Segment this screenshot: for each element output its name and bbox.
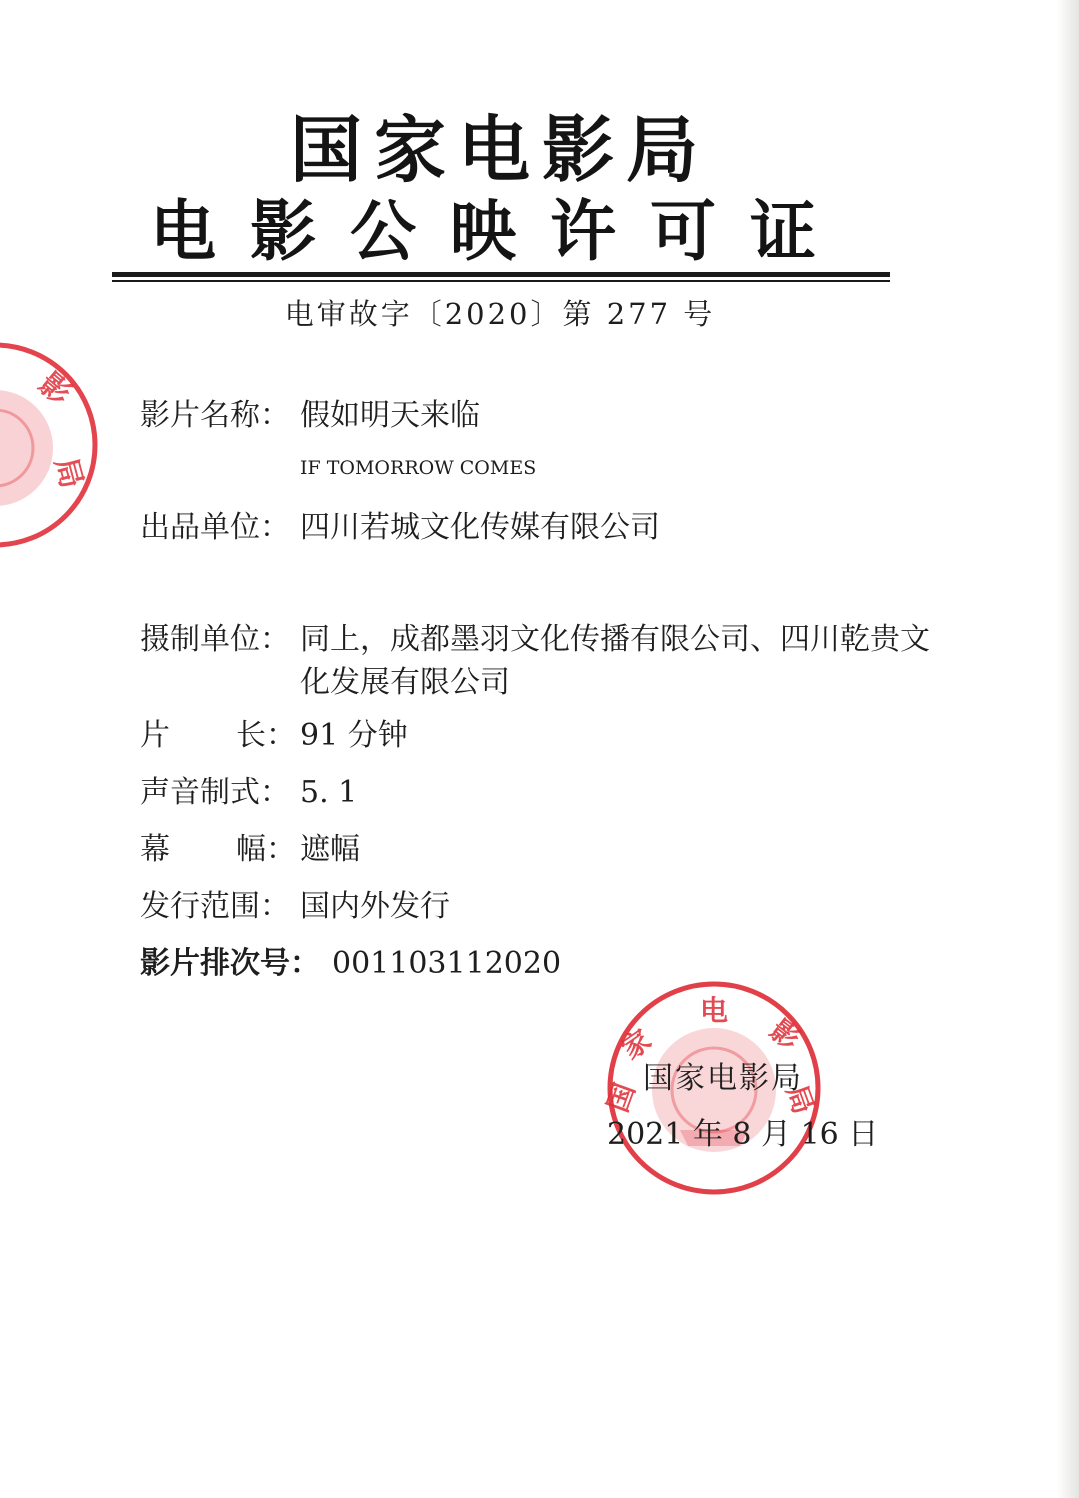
- field-screen-label: [140, 828, 300, 872]
- issue-date: 2021 年 8 月 16 日: [607, 1117, 879, 1152]
- field-distribution-label: 发行范围：: [140, 889, 290, 924]
- field-runtime-label: [140, 714, 300, 758]
- field-sound-value: 5. 1: [300, 775, 358, 810]
- field-title-value: 假如明天来临: [300, 398, 480, 433]
- field-screen-label-a: 幕: [140, 832, 170, 867]
- field-title: [140, 394, 480, 438]
- field-runtime: [140, 714, 408, 758]
- document-number: 电审故字〔2020〕第 277 号: [284, 297, 716, 331]
- svg-text:电: 电: [700, 994, 729, 1027]
- field-batch-label: 影片排次号：: [140, 946, 320, 981]
- title-rule-thick: [112, 272, 890, 277]
- field-sound: [140, 771, 357, 815]
- field-runtime-label-a: 片: [140, 718, 170, 753]
- svg-text:国: 国: [600, 1078, 642, 1117]
- svg-text:家: 家: [615, 1022, 658, 1066]
- svg-text:影: 影: [763, 1013, 807, 1057]
- field-production-value-line1: 同上，成都墨羽文化传播有限公司、四川乾贵文: [300, 622, 930, 657]
- field-production-value-line2: 化发展有限公司: [300, 665, 510, 700]
- field-batch: [140, 942, 561, 986]
- field-production: [140, 618, 930, 662]
- english-title: IF TOMORROW COMES: [300, 457, 537, 479]
- field-screen-label-b: 幅：: [236, 832, 296, 867]
- field-runtime-value: 91 分钟: [300, 718, 408, 753]
- field-batch-value: 001103112020: [332, 946, 562, 981]
- field-title-label: 影片名称：: [140, 398, 290, 433]
- field-producer: [140, 506, 660, 550]
- field-screen-value: 遮幅: [300, 832, 360, 867]
- title-rule-thin: [112, 280, 890, 282]
- field-production-label: 摄制单位：: [140, 622, 290, 657]
- field-producer-value: 四川若城文化传媒有限公司: [300, 510, 660, 545]
- svg-text:局: 局: [779, 1080, 821, 1119]
- field-screen: [140, 828, 360, 872]
- field-distribution: [140, 885, 450, 929]
- scan-edge-shadow: [1057, 0, 1079, 1498]
- field-sound-label: 声音制式：: [140, 775, 290, 810]
- document-type-title: 电影公映许可证: [150, 193, 850, 270]
- signature-issuer: 国家电影局: [643, 1061, 803, 1096]
- field-producer-label: 出品单位：: [140, 510, 290, 545]
- svg-text:局: 局: [47, 454, 90, 493]
- svg-text:影: 影: [31, 366, 78, 413]
- field-runtime-label-b: 长：: [236, 718, 296, 753]
- field-distribution-value: 国内外发行: [300, 889, 450, 924]
- left-partial-seal: [0, 330, 110, 560]
- issuer-title: 国家电影局: [289, 108, 710, 192]
